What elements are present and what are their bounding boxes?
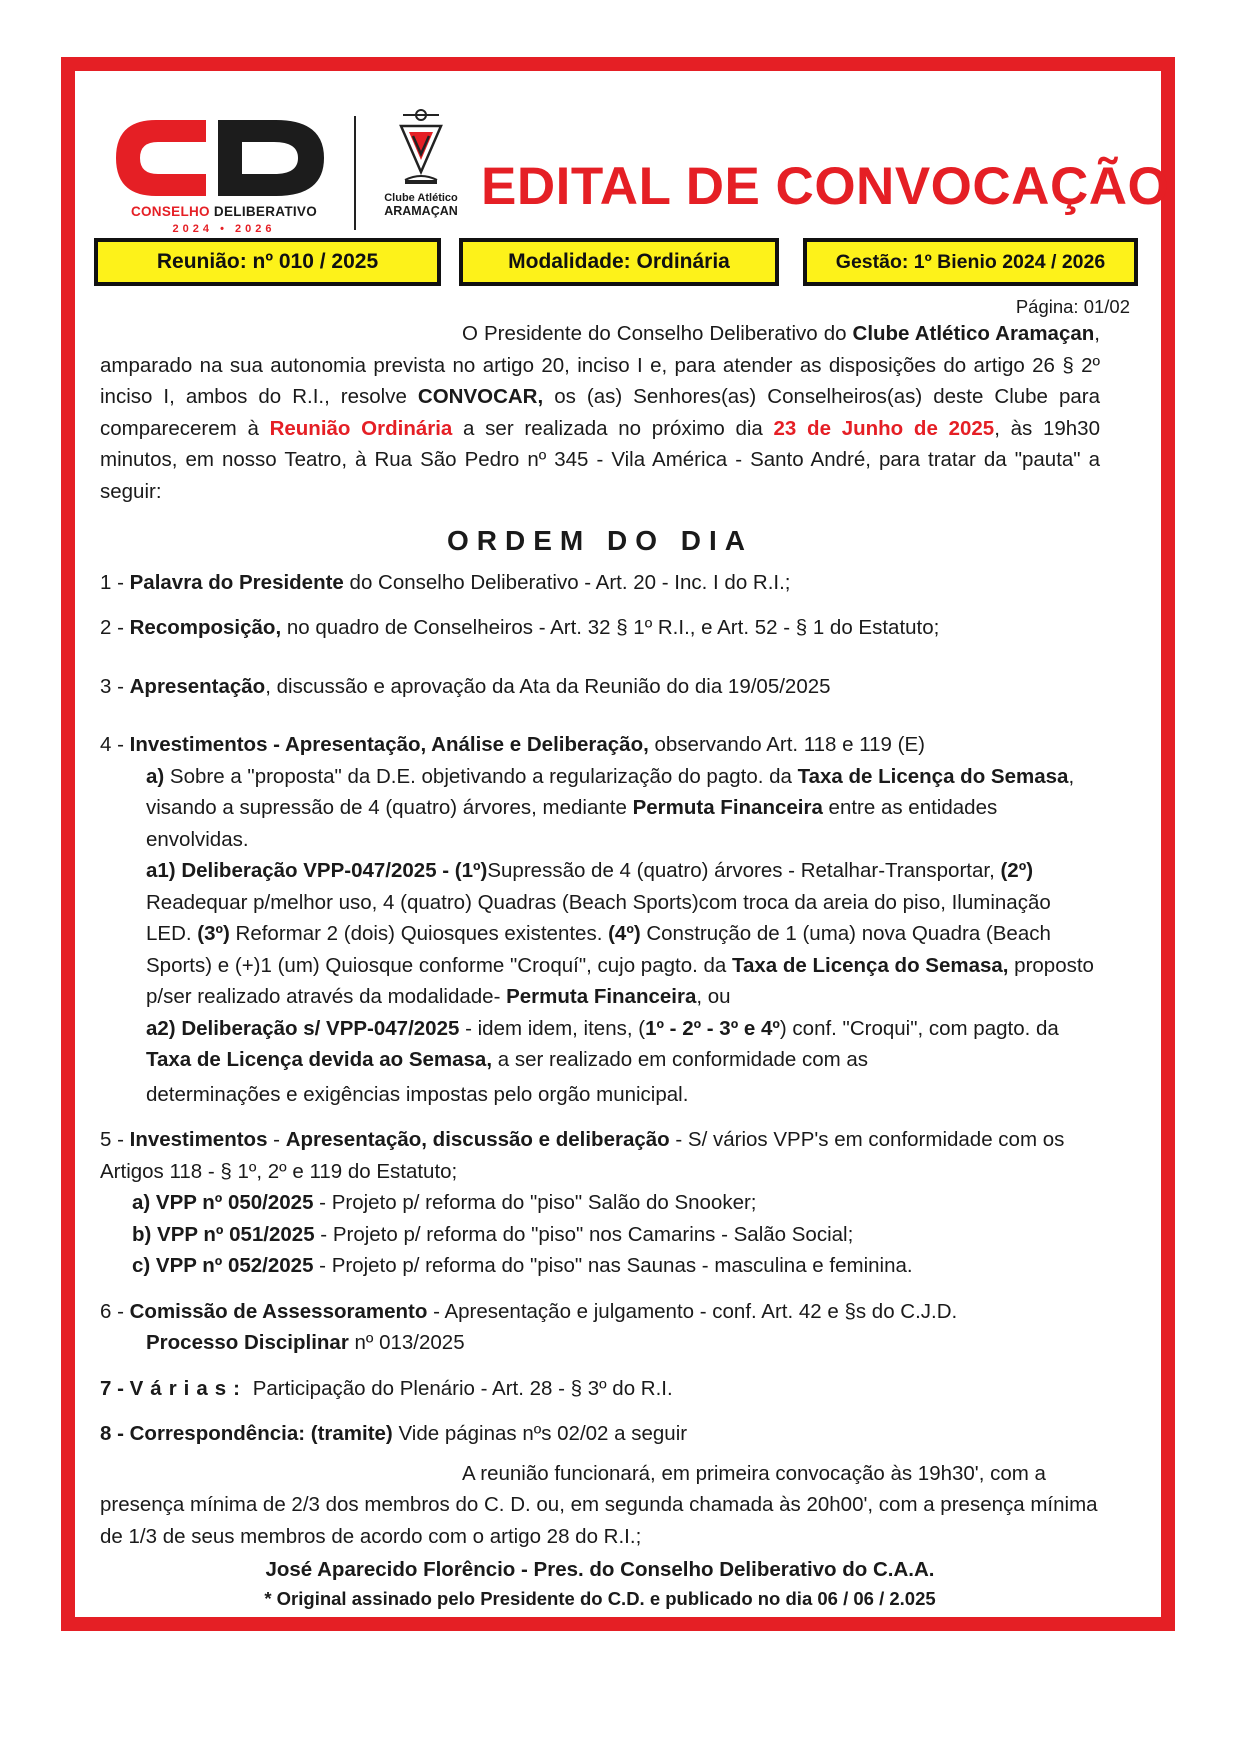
agenda-item-6: 6 - Comissão de Assessoramento - Apresentação e julgamento - conf. Art. 42 e §s do C.J.D. Processo Disciplinar nº 013/2025 [100, 1299, 958, 1354]
signature: José Aparecido Florêncio - Pres. do Conselho Deliberativo do C.A.A. [265, 1558, 935, 1581]
gestao-box: Gestão: 1º Bienio 2024 / 2026 [803, 238, 1138, 286]
club-name-line2: ARAMAÇAN [384, 204, 458, 218]
list-item: a) VPP nº 050/2025 - Projeto p/ reforma do "piso" Salão do Snooker; [132, 1191, 757, 1214]
cd-logo-icon [106, 112, 336, 204]
club-emblem-icon [391, 106, 451, 190]
cd-caption: CONSELHO DELIBERATIVO [130, 204, 318, 219]
agenda-item-1: 1 - Palavra do Presidente do Conselho Deliberativo - Art. 20 - Inc. I do R.I.; [100, 570, 791, 594]
intro-paragraph: O Presidente do Conselho Deliberativo do Clube Atlético Aramaçan, amparado na sua autonomia prevista no artigo 20, inciso I e, para atender as disposições do artigo 26 § 2º inciso I, ambos do R.I., resolve CONVOCAR, os (as) Senhores(as) Conselheiros(as) deste Clube para comparecerem à Reunião Ordinária a ser realizada no próximo dia 23 de Junho de 2025, às 19h30 minutos, em nosso Teatro, à Rua São Pedro nº 345 - Vila América - Santo André, para tratar da "pauta" a seguir: [100, 322, 1100, 503]
ordem-do-dia-heading: ORDEM DO DIA [447, 525, 753, 556]
list-item: c) VPP nº 052/2025 - Projeto p/ reforma do "piso" nas Saunas - masculina e feminina. [132, 1254, 913, 1277]
closing-paragraph: A reunião funcionará, em primeira convocação às 19h30', com a presença mínima de 2/3 dos membros do C. D. ou, em segunda chamada às 20h00', com a presença mínima de 1/3 de seus membros de acordo com o artigo 28 do R.I.; [100, 1461, 1098, 1548]
agenda-item-8: 8 - Correspondência: (tramite) Vide páginas nºs 02/02 a seguir [100, 1422, 688, 1445]
cd-logo [106, 112, 336, 235]
agenda-item-2: 2 - Recomposição, no quadro de Conselheiros - Art. 32 § 1º R.I., e Art. 52 - § 1 do Estatuto; [100, 616, 940, 639]
cd-years: 2024 • 2026 [172, 223, 276, 235]
club-name-line1: Clube Atlético [384, 192, 458, 204]
agenda-item-5: 5 - Investimentos - Apresentação, discussão e deliberação - S/ vários VPP's em conformidade com os Artigos 118 - § 1º, 2º e 119 do Estatuto; a) VPP nº 050/2025 - Projeto p/ reforma do "piso" Salão do Snooker; b) VPP nº 051/2025 - Projeto p/ reforma do "piso" nos Camarins - Salão Social; c) VPP nº 052/2025 - Projeto p/ reforma do "piso" nas Saunas - masculina e feminina. [100, 1124, 1100, 1282]
header-divider [354, 116, 356, 230]
agenda-item-3: 3 - Apresentação, discussão e aprovação da Ata da Reunião do dia 19/05/2025 [100, 674, 831, 698]
reuniao-box: Reunião: nº 010 / 2025 [94, 238, 441, 286]
agenda-item-4-details: a) Sobre a "proposta" da D.E. objetivando a regularização do pagto. da Taxa de Licença do Semasa, visando a supressão de 4 (quatro) árvores, mediante Permuta Financeira entre as entidades envolvidas. a1) Deliberação VPP-047/2025 - (1º)Supressão de 4 (quatro) árvores - Retalhar-Transportar, (2º) Readequar p/melhor uso, 4 (quatro) Quadras (Beach Sports)com troca da areia do piso, Iluminação LED. (3º) Reformar 2 (dois) Quiosques existentes. (4º) Construção de 1 (uma) nova Quadra (Beach Sports) e (+)1 (um) Quiosque conforme "Croquí", cujo pagto. da Taxa de Licença do Semasa, proposto p/ser realizado através da modalidade- Permuta Financeira, ou a2) Deliberação s/ VPP-047/2025 - idem idem, itens, (1º - 2º - 3º e 4º) conf. "Croqui", com pagto. da Taxa de Licença devida ao Semasa, a ser realizado em conformidade com as determinações e exigências impostas pelo orgão municipal. [146, 764, 1094, 1106]
page-number: Página: 01/02 [1015, 296, 1130, 317]
document-body [100, 318, 1100, 1612]
page-title: EDITAL DE CONVOCAÇÃO [481, 157, 1170, 216]
header [98, 106, 1170, 236]
club-logo [366, 106, 476, 236]
agenda-item-4: 4 - Investimentos - Apresentação, Análise e Deliberação, observando Art. 118 e 119 (E) a) Sobre a "proposta" da D.E. objetivando a regularização do pagto. da Taxa de Licença do Semasa, visando a supressão de 4 (quatro) árvores, mediante Permuta Financeira entre as entidades envolvidas. a1) Deliberação VPP-047/2025 - (1º)Supressão de 4 (quatro) árvores - Retalhar-Transportar, (2º) Readequar p/melhor uso, 4 (quatro) Quadras (Beach Sports)com troca da areia do piso, Iluminação LED. (3º) Reformar 2 (dois) Quiosques existentes. (4º) Construção de 1 (uma) nova Quadra (Beach Sports) e (+)1 (um) Quiosque conforme "Croquí", cujo pagto. da Taxa de Licença do Semasa, proposto p/ser realizado através da modalidade- Permuta Financeira, ou a2) Deliberação s/ VPP-047/2025 - idem idem, itens, (1º - 2º - 3º e 4º) conf. "Croqui", com pagto. da Taxa de Licença devida ao Semasa, a ser realizado em conformidade com as determinações e exigências impostas pelo orgão municipal. [100, 729, 1100, 1110]
agenda-item-5-list [100, 1187, 1100, 1282]
modalidade-box: Modalidade: Ordinária [459, 238, 779, 286]
list-item: b) VPP nº 051/2025 - Projeto p/ reforma do "piso" nos Camarins - Salão Social; [132, 1222, 854, 1246]
agenda-item-7: 7 - Várias: Participação do Plenário - Art. 28 - § 3º do R.I. [100, 1376, 673, 1400]
publication-note: * Original assinado pelo Presidente do C.D. e publicado no dia 06 / 06 / 2.025 [264, 1587, 936, 1609]
